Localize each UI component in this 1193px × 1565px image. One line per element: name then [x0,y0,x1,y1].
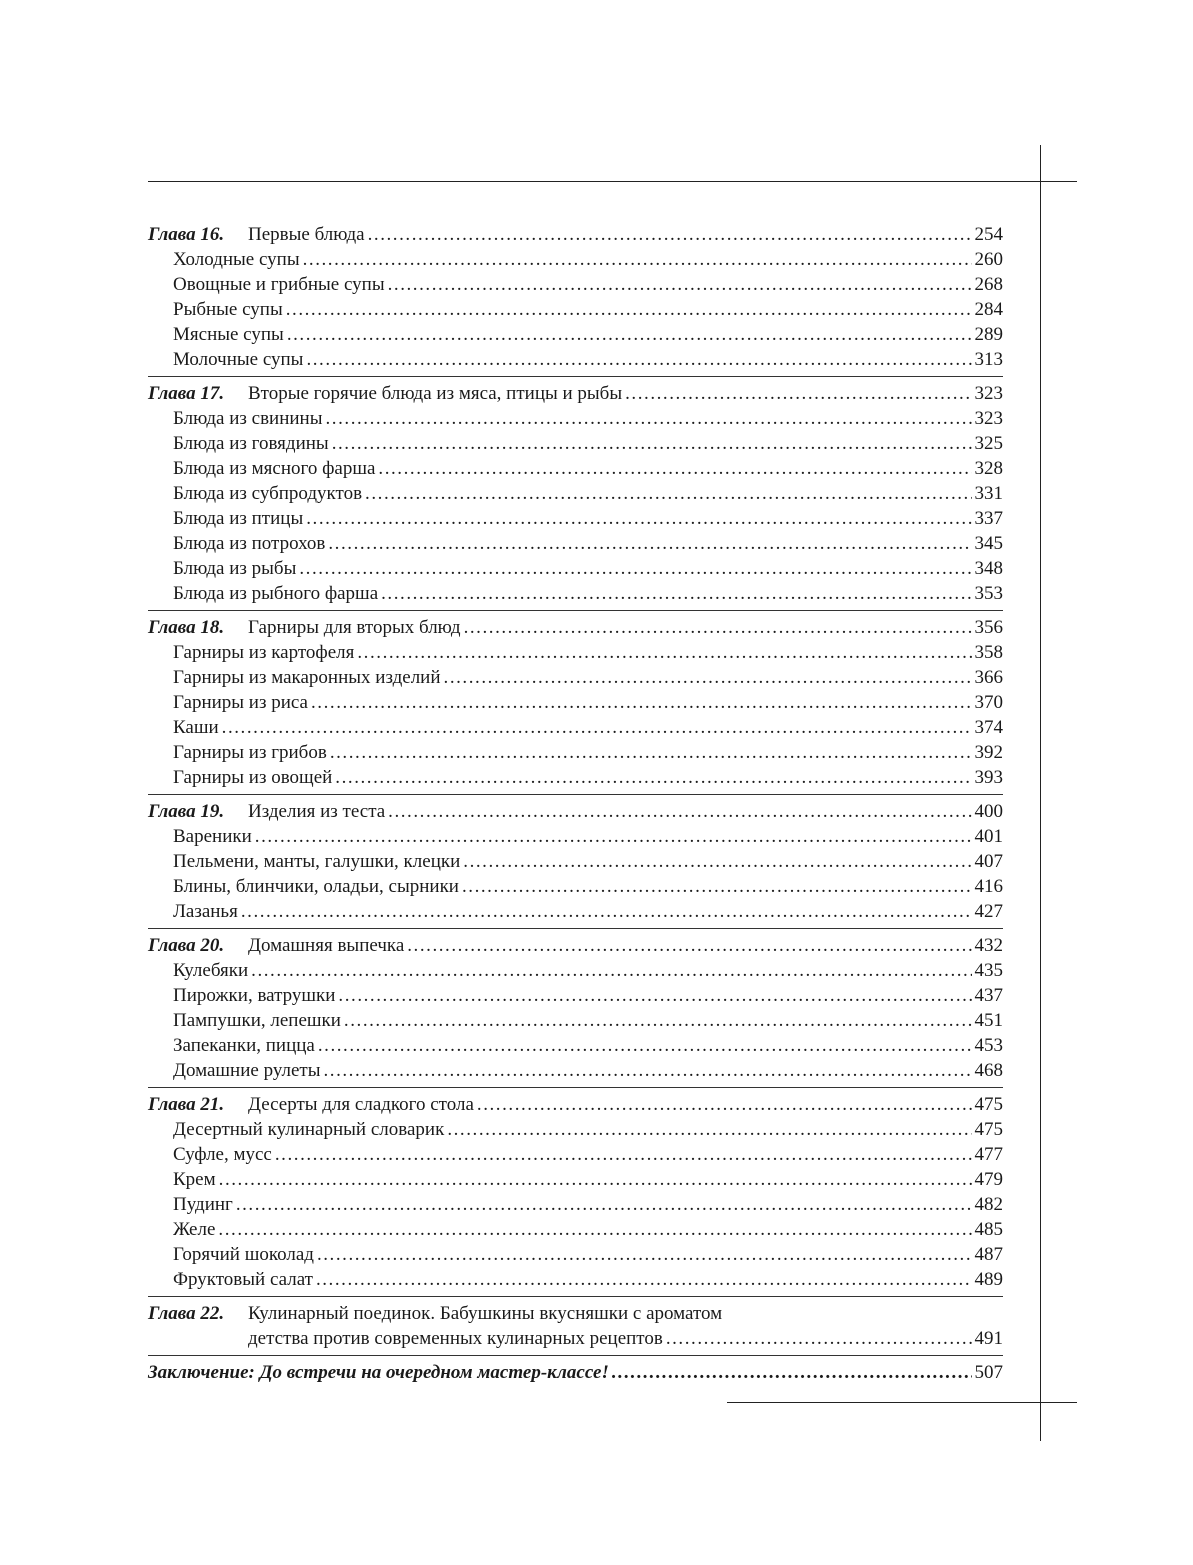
toc-entry[interactable] [148,1242,1003,1267]
dot-leader [317,1242,972,1267]
entry-title: Блюда из субпродуктов [173,483,363,504]
page-number: 345 [974,533,1003,554]
toc-entry[interactable] [148,1008,1003,1033]
page-number: 437 [974,985,1003,1006]
dot-leader [378,456,971,481]
dot-leader [388,799,971,824]
chapter-label: Глава 16. [148,224,225,245]
chapter-17 [148,381,1003,611]
entry-title: Блины, блинчики, оладьи, сырники [173,876,459,897]
page-number: 313 [974,349,1003,370]
entry-title: Лазанья [173,901,238,922]
table-of-contents [148,222,1003,1393]
dot-leader [388,272,972,297]
chapter-title: Первые блюда [248,224,365,245]
entry-title: Блюда из рыбы [173,558,297,579]
toc-entry[interactable] [148,849,1003,874]
toc-entry[interactable] [148,1117,1003,1142]
chapter-heading[interactable] [148,381,1003,406]
entry-title: Гарниры из картофеля [173,642,355,663]
chapter-label: Глава 22. [148,1303,225,1324]
entry-title: Суфле, мусс [173,1144,272,1165]
chapter-title: Вторые горячие блюда из мяса, птицы и рыбы [248,383,623,404]
toc-entry[interactable] [148,506,1003,531]
right-vertical-rule [1040,145,1041,1441]
toc-entry[interactable] [148,765,1003,790]
toc-entry[interactable] [148,1267,1003,1292]
toc-entry[interactable] [148,899,1003,924]
page-number: 475 [974,1119,1003,1140]
dot-leader [326,406,972,431]
toc-entry[interactable] [148,531,1003,556]
bottom-rule [727,1402,1077,1403]
page-number: 489 [974,1269,1003,1290]
conclusion-title: Заключение: До встречи на очередном мастер-классе! [148,1362,609,1383]
dot-leader [666,1326,972,1351]
chapter-title-cont: детства против современных кулинарных рецептов [248,1328,663,1349]
toc-entry[interactable] [148,874,1003,899]
toc-entry[interactable] [148,1142,1003,1167]
dot-leader [463,849,971,874]
dot-leader [365,481,971,506]
entry-title: Гарниры из макаронных изделий [173,667,441,688]
dot-leader [447,1117,971,1142]
toc-entry[interactable] [148,715,1003,740]
chapter-title: Гарниры для вторых блюд [248,617,461,638]
entry-title: Пампушки, лепешки [173,1010,341,1031]
toc-entry[interactable] [148,1058,1003,1083]
dot-leader [251,958,971,983]
chapter-19 [148,799,1003,929]
chapter-22 [148,1301,1003,1356]
page-number: 370 [974,692,1003,713]
page-number: 407 [974,851,1003,872]
chapter-heading[interactable] [148,222,1003,247]
page-number: 453 [974,1035,1003,1056]
entry-title: Десертный кулинарный словарик [173,1119,445,1140]
page-number: 260 [974,249,1003,270]
dot-leader [338,983,971,1008]
entry-title: Блюда из свинины [173,408,323,429]
dot-leader [335,765,971,790]
page-number: 323 [974,383,1003,404]
chapter-label: Глава 18. [148,617,225,638]
chapter-heading-continuation[interactable] [148,1326,1003,1351]
toc-entry[interactable] [148,640,1003,665]
entry-title: Рыбные супы [173,299,283,320]
page-number: 400 [974,801,1003,822]
dot-leader [219,1167,972,1192]
dot-leader [286,297,972,322]
page-number: 401 [974,826,1003,847]
dot-leader [328,531,971,556]
dot-leader [222,715,972,740]
toc-entry[interactable] [148,247,1003,272]
page-number: 479 [974,1169,1003,1190]
chapter-title: Десерты для сладкого стола [248,1094,474,1115]
toc-entry[interactable] [148,322,1003,347]
page-number: 392 [974,742,1003,763]
page-number: 451 [974,1010,1003,1031]
toc-entry[interactable] [148,983,1003,1008]
page-number: 482 [974,1194,1003,1215]
page-number: 475 [974,1094,1003,1115]
chapter-heading[interactable] [148,799,1003,824]
toc-entry[interactable] [148,456,1003,481]
dot-leader [332,431,972,456]
dot-leader [306,347,971,372]
chapter-20 [148,933,1003,1088]
chapter-heading[interactable] [148,615,1003,640]
toc-entry[interactable] [148,581,1003,606]
chapter-heading[interactable] [148,933,1003,958]
page-number: 432 [974,935,1003,956]
chapter-title: Кулинарный поединок. Бабушкины вкусняшки с ароматом [248,1303,723,1324]
dot-leader [255,824,972,849]
toc-entry[interactable] [148,1167,1003,1192]
page-number: 289 [974,324,1003,345]
entry-title: Пирожки, ватрушки [173,985,336,1006]
dot-leader [323,1058,971,1083]
chapter-18 [148,615,1003,795]
entry-title: Фруктовый салат [173,1269,313,1290]
dot-leader [318,1033,972,1058]
toc-entry[interactable] [148,431,1003,456]
chapter-title: Домашняя выпечка [248,935,405,956]
chapter-label: Глава 21. [148,1094,225,1115]
entry-title: Запеканки, пицца [173,1035,315,1056]
dot-leader [330,740,972,765]
toc-entry[interactable] [148,740,1003,765]
page-number: 477 [974,1144,1003,1165]
toc-entry[interactable] [148,272,1003,297]
chapter-21 [148,1092,1003,1297]
page-number: 284 [974,299,1003,320]
page-number: 353 [974,583,1003,604]
toc-entry[interactable] [148,1217,1003,1242]
dot-leader [303,247,972,272]
toc-entry[interactable] [148,481,1003,506]
entry-title: Блюда из мясного фарша [173,458,376,479]
toc-entry[interactable] [148,1033,1003,1058]
entry-title: Желе [173,1219,216,1240]
page-number: 337 [974,508,1003,529]
conclusion-entry[interactable] [148,1360,1003,1385]
entry-title: Гарниры из риса [173,692,308,713]
dot-leader [311,690,972,715]
dot-leader [462,874,972,899]
page-number: 325 [974,433,1003,454]
entry-title: Каши [173,717,219,738]
page-number: 487 [974,1244,1003,1265]
page-number: 393 [974,767,1003,788]
page-number: 374 [974,717,1003,738]
page-number: 331 [974,483,1003,504]
entry-title: Вареники [173,826,252,847]
dot-leader [612,1360,972,1385]
page-number: 507 [974,1362,1003,1383]
page-number: 328 [974,458,1003,479]
toc-entry[interactable] [148,556,1003,581]
toc-entry[interactable] [148,690,1003,715]
entry-title: Гарниры из овощей [173,767,333,788]
dot-leader [368,222,972,247]
dot-leader [299,556,971,581]
page-number: 356 [974,617,1003,638]
dot-leader [275,1142,972,1167]
toc-entry[interactable] [148,297,1003,322]
toc-entry[interactable] [148,824,1003,849]
entry-title: Домашние рулеты [173,1060,321,1081]
toc-entry[interactable] [148,958,1003,983]
dot-leader [381,581,971,606]
chapter-label: Глава 19. [148,801,225,822]
page-number: 358 [974,642,1003,663]
dot-leader [357,640,971,665]
chapter-heading[interactable] [148,1092,1003,1117]
page-number: 366 [974,667,1003,688]
dot-leader [236,1192,972,1217]
page-number: 268 [974,274,1003,295]
page-number: 468 [974,1060,1003,1081]
dot-leader [306,506,971,531]
dot-leader [287,322,972,347]
toc-entry[interactable] [148,406,1003,431]
page-number: 485 [974,1219,1003,1240]
entry-title: Холодные супы [173,249,300,270]
entry-title: Пельмени, манты, галушки, клецки [173,851,461,872]
dot-leader [316,1267,972,1292]
chapter-16 [148,222,1003,377]
entry-title: Блюда из потрохов [173,533,326,554]
page-number: 323 [974,408,1003,429]
dot-leader [444,665,972,690]
page-number: 491 [974,1328,1003,1349]
entry-title: Овощные и грибные супы [173,274,385,295]
dot-leader [477,1092,972,1117]
entry-title: Кулебяки [173,960,249,981]
dot-leader [218,1217,971,1242]
entry-title: Пудинг [173,1194,233,1215]
entry-title: Мясные супы [173,324,284,345]
dot-leader [241,899,972,924]
entry-title: Молочные супы [173,349,304,370]
page-number: 435 [974,960,1003,981]
dot-leader [344,1008,972,1033]
chapter-label: Глава 20. [148,935,225,956]
toc-entry[interactable] [148,1192,1003,1217]
entry-title: Блюда из рыбного фарша [173,583,379,604]
dot-leader [464,615,972,640]
entry-title: Крем [173,1169,216,1190]
toc-entry[interactable] [148,665,1003,690]
page-number: 416 [974,876,1003,897]
entry-title: Гарниры из грибов [173,742,327,763]
dot-leader [407,933,971,958]
toc-entry[interactable] [148,347,1003,372]
conclusion [148,1360,1003,1389]
entry-title: Блюда из птицы [173,508,304,529]
chapter-title: Изделия из теста [248,801,386,822]
entry-title: Блюда из говядины [173,433,329,454]
top-rule [148,181,1077,182]
dot-leader [625,381,971,406]
chapter-label: Глава 17. [148,383,225,404]
entry-title: Горячий шоколад [173,1244,314,1265]
page-number: 348 [974,558,1003,579]
chapter-heading[interactable] [148,1301,1003,1326]
page-number: 254 [974,224,1003,245]
page-number: 427 [974,901,1003,922]
